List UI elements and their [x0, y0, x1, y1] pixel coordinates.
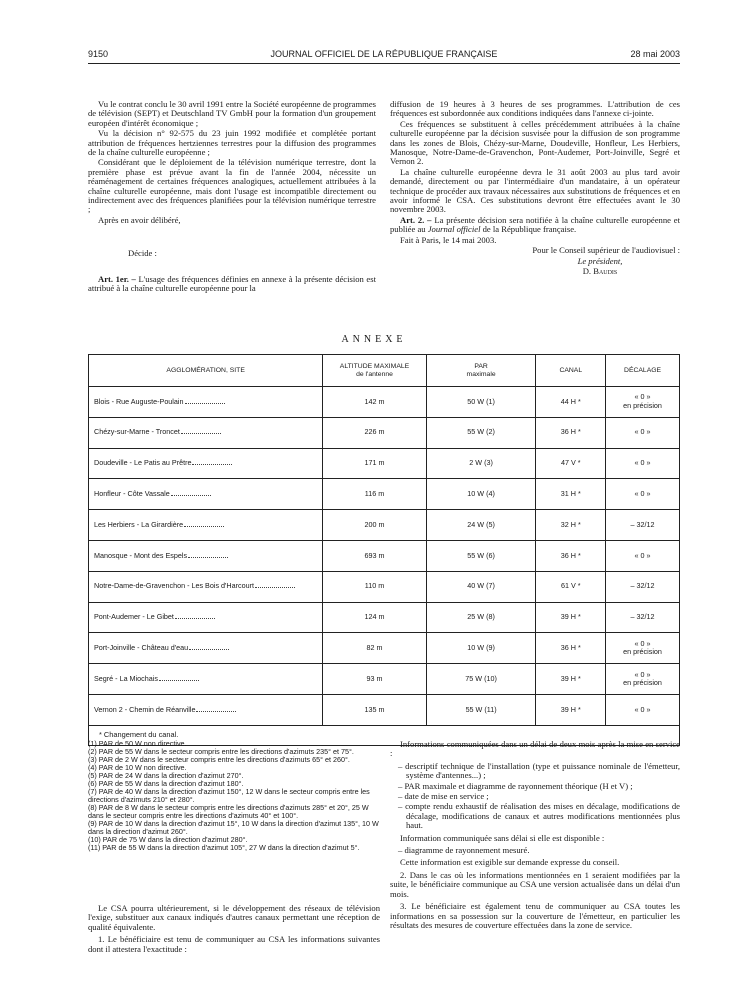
cell-site [89, 448, 323, 479]
cell-canal: 31 H * [536, 479, 606, 510]
table-row [89, 387, 680, 418]
footnote: (4) PAR de 10 W non directive. [88, 763, 187, 772]
table-row [89, 540, 680, 571]
cell-decalage [606, 540, 680, 571]
decide-heading: Décide : [128, 248, 157, 259]
cell-par: 55 W (11) [426, 694, 536, 725]
decalage-value: « 0 » [634, 458, 651, 468]
decalage-note: en précision [623, 647, 662, 657]
decalage-value: – 32/12 [630, 581, 655, 591]
paragraph: Information communiquée sans délai si elle est disponible : [400, 832, 605, 843]
paragraph: 1. Le bénéficiaire est tenu de communiquer au CSA les informations suivantes dont il attestera l'exactitude : [88, 934, 380, 954]
cell-canal: 47 V * [536, 448, 606, 479]
cell-par: 50 W (1) [426, 387, 536, 418]
cell-decalage [606, 448, 680, 479]
decalage-value: « 0 » [634, 669, 651, 679]
paragraph: diffusion de 19 heures à 3 heures de ses programmes. L'attribution de ces fréquences est subordonnée aux conditions indiquées dans l'annexe ci-jointe. [390, 99, 680, 119]
table-footnote: * Changement du canal. [89, 725, 680, 745]
cell-altitude: 142 m [323, 387, 426, 418]
leader-dots [159, 680, 199, 681]
list-item: – diagramme de rayonnement mesuré. [398, 845, 530, 856]
cell-par: 75 W (10) [426, 664, 536, 695]
cell-decalage [606, 387, 680, 418]
leader-dots [196, 711, 236, 712]
annex-title: ANNEXE [341, 334, 407, 345]
decalage-value: « 0 » [634, 550, 651, 560]
cell-par: 2 W (3) [426, 448, 536, 479]
cell-altitude: 116 m [323, 479, 426, 510]
decalage-note: en précision [623, 400, 662, 410]
article-text: La présente décision sera notifiée à la chaîne culturelle européenne et publiée au [390, 214, 680, 235]
paragraph: Vu le contrat conclu le 30 avril 1991 entre la Société européenne de programmes de télévision (SEPT) et Deutschland TV GmbH pour la formation d'un groupement européen d'intérêt économique ; [88, 99, 376, 128]
cell-site [89, 664, 323, 695]
list-item: – PAR maximale et diagramme de rayonnement théorique (H et V) ; [398, 780, 633, 791]
header-altitude-sub: de l'antenne [356, 370, 393, 378]
info-list [390, 762, 680, 831]
leader-dots [184, 526, 224, 527]
cell-site [89, 633, 323, 664]
cell-site [89, 540, 323, 571]
cell-par: 24 W (5) [426, 510, 536, 541]
cell-par: 25 W (8) [426, 602, 536, 633]
site-name: Notre-Dame-de-Gravenchon - Les Bois d'Harcourt [94, 581, 254, 591]
paragraph: Ces fréquences se substituent à celles précédemment attribuées à la chaîne culturelle européenne par la décision susvisée pour la diffusion de son programme dans les zones de Blois, Chézy-sur-Marne, Doudeville, Honfleur, Les Herbiers, Manosque, Notre-Dame-de-Gravenchon, Pont-Audemer, Port-Joinville, Segré et Vernon 2. [390, 118, 680, 167]
site-name: Doudeville - Le Patis au Prêtre [94, 458, 192, 468]
annex-table [88, 354, 680, 746]
footnote: (7) PAR de 40 W dans la direction d'azimut 150°, 12 W dans le secteur compris entre les directions d'azimuts 210° et 280°. [88, 787, 370, 804]
table-row [89, 571, 680, 602]
leader-dots [175, 618, 215, 619]
site-name: Les Herbiers - La Girardière [94, 519, 184, 529]
footnote: (9) PAR de 10 W dans la direction d'azimut 15°, 10 W dans la direction d'azimut 135°, 10 W dans la direction d'azimut 260°. [88, 819, 379, 836]
cell-altitude: 171 m [323, 448, 426, 479]
cell-decalage [606, 571, 680, 602]
cell-canal: 61 V * [536, 571, 606, 602]
site-name: Pont-Audemer - Le Gibet [94, 612, 174, 622]
cell-site [89, 602, 323, 633]
table-row [89, 448, 680, 479]
article-2 [390, 216, 680, 235]
leader-dots [189, 649, 229, 650]
list-item: – descriptif technique de l'installation (type et puissance nominale de l'émetteur, système d'antennes...) ; [398, 760, 680, 781]
decalage-value: – 32/12 [630, 519, 655, 529]
signature-role-text: Le président, [577, 255, 623, 266]
header-canal: CANAL [536, 355, 606, 387]
footnotes [88, 740, 380, 852]
decalage-value: « 0 » [634, 638, 651, 648]
signature-for: Pour le Conseil supérieur de l'audiovisuel : [532, 245, 680, 256]
cell-canal: 36 H * [536, 540, 606, 571]
cell-site [89, 479, 323, 510]
table-row [89, 510, 680, 541]
header-site: AGGLOMÉRATION, SITE [89, 355, 323, 387]
leader-dots [171, 495, 211, 496]
cell-altitude: 693 m [323, 540, 426, 571]
decalage-note: en précision [623, 678, 662, 688]
decalage-value: « 0 » [634, 427, 651, 437]
footnote: (10) PAR de 75 W dans la direction d'azimut 280°. [88, 835, 248, 844]
decalage-value: « 0 » [634, 489, 651, 499]
table-row [89, 602, 680, 633]
cell-par: 40 W (7) [426, 571, 536, 602]
page-number: 9150 [88, 49, 109, 59]
site-name: Honfleur - Côte Vassale [94, 489, 170, 499]
article-label: Art. 2. – [400, 214, 432, 225]
signature-role [390, 257, 680, 266]
list-item: – date de mise en service ; [398, 791, 489, 802]
cell-decalage [606, 479, 680, 510]
table-row [89, 694, 680, 725]
table-row [89, 633, 680, 664]
decalage-value: – 32/12 [630, 612, 655, 622]
footnote: (8) PAR de 8 W dans le secteur compris entre les directions d'azimuts 285° et 20°, 25 W dans le secteur compris entre les directions d'azimuts 40° et 100°. [88, 803, 369, 820]
journal-title: JOURNAL OFFICIEL DE LA RÉPUBLIQUE FRANÇAISE [270, 49, 498, 59]
footnote: (3) PAR de 2 W dans le secteur compris entre les directions d'azimuts 65° et 260°. [88, 755, 350, 764]
cell-altitude: 200 m [323, 510, 426, 541]
cell-par: 10 W (4) [426, 479, 536, 510]
cell-canal: 44 H * [536, 387, 606, 418]
footnote: (1) PAR de 50 W non directive. [88, 739, 187, 748]
cell-altitude: 226 m [323, 417, 426, 448]
signature-name: D. Baudis [582, 265, 618, 276]
cell-decalage [606, 417, 680, 448]
info-list [390, 846, 680, 855]
footnote: (2) PAR de 55 W dans le secteur compris entre les directions d'azimuts 235° et 75°. [88, 747, 354, 756]
header-par-sub: maximale [466, 370, 496, 378]
leader-dots [192, 464, 232, 465]
article-text: de la République française. [482, 224, 577, 235]
header-par [426, 355, 536, 387]
decalage-value: « 0 » [634, 392, 651, 402]
decalage-value: « 0 » [634, 704, 651, 714]
cell-altitude: 110 m [323, 571, 426, 602]
site-name: Segré - La Miochais [94, 673, 158, 683]
issue-date: 28 mai 2003 [630, 49, 680, 59]
paragraph: Après en avoir délibéré, [98, 214, 181, 225]
cell-altitude: 124 m [323, 602, 426, 633]
footnote: (11) PAR de 55 W dans la direction d'azimut 105°, 27 W dans la direction d'azimut 5°. [88, 843, 360, 852]
cell-altitude: 82 m [323, 633, 426, 664]
lower-right-text [390, 740, 680, 933]
paragraph: Informations communiquées dans un délai de deux mois après la mise en service : [390, 739, 680, 759]
journal-name: Journal officiel [427, 224, 481, 235]
cell-altitude: 135 m [323, 694, 426, 725]
cell-decalage [606, 633, 680, 664]
table-row [89, 417, 680, 448]
site-name: Vernon 2 - Chemin de Réanville [94, 704, 196, 714]
header-altitude-label: ALTITUDE MAXIMALE [339, 363, 410, 370]
header-altitude [323, 355, 426, 387]
cell-par: 55 W (6) [426, 540, 536, 571]
site-name: Port-Joinville - Château d'eau [94, 643, 189, 653]
site-name: Manosque - Mont des Espels [94, 550, 188, 560]
article-text: L'usage des fréquences définies en annexe à la présente décision est attribué à la chaîne culturelle européenne pour la [88, 273, 376, 294]
page-header [88, 49, 680, 63]
paragraph: Vu la décision n° 92-575 du 23 juin 1992 modifiée et complétée portant attribution de fréquences hertziennes terrestres pour la diffusion des programmes de la chaîne culturelle européenne ; [88, 128, 376, 158]
footnote: (6) PAR de 55 W dans la direction d'azimut 180°. [88, 779, 244, 788]
leader-dots [255, 587, 295, 588]
site-name: Chézy-sur-Marne - Troncet [94, 427, 180, 437]
cell-canal: 39 H * [536, 664, 606, 695]
paragraph: Considérant que le déploiement de la télévision numérique terrestre, dont la première phase est prévue avant la fin de l'année 2004, nécessite un réaménagement de certaines fréquences analogiques, actuellement attribuées à la chaîne culturelle européenne, mais dont l'usage est incompatible directement ou indirectement avec des fréquences planifiées pour la télévision numérique terrestre ; [88, 157, 376, 215]
paragraph: 3. Le bénéficiaire est également tenu de communiquer au CSA toutes les informations en sa possession sur la couverture de l'émetteur, en particulier les résultats des mesures de couverture effectuées dans la zone de service. [390, 901, 680, 930]
cell-altitude: 93 m [323, 664, 426, 695]
footnote: (5) PAR de 24 W dans la direction d'azimut 270°. [88, 771, 244, 780]
table-row [89, 664, 680, 695]
list-item: – compte rendu exhaustif de réalisation des mises en décalage, modifications de décalage, modifications de canaux et autres modifications mentionnées plus haut. [398, 801, 680, 831]
header-rule [88, 63, 680, 64]
lower-left-text [88, 904, 380, 957]
done-at: Fait à Paris, le 14 mai 2003. [400, 234, 497, 245]
leader-dots [181, 433, 221, 434]
leader-dots [188, 557, 228, 558]
cell-decalage [606, 510, 680, 541]
cell-canal: 36 H * [536, 633, 606, 664]
leader-dots [185, 403, 225, 404]
annex-body [89, 387, 680, 746]
cell-site [89, 387, 323, 418]
cell-decalage [606, 664, 680, 695]
table-header-row [89, 355, 680, 387]
table-row [89, 479, 680, 510]
cell-canal: 39 H * [536, 694, 606, 725]
cell-site [89, 694, 323, 725]
cell-par: 55 W (2) [426, 417, 536, 448]
cell-canal: 32 H * [536, 510, 606, 541]
header-par-label: PAR [474, 363, 488, 370]
paragraph: La chaîne culturelle européenne devra le 31 août 2003 au plus tard avoir demandé, directement ou par l'intermédiaire d'un mandataire, à un opérateur technique de procéder aux travaux nécessaires aux substitutions de fréquences et en avoir informé le CSA. Ces substitutions devront être effectuées avant le 30 novembre 2003. [390, 166, 680, 215]
cell-canal: 39 H * [536, 602, 606, 633]
paragraph: Le CSA pourra ultérieurement, si le développement des réseaux de télévision l'exige, substituer aux canaux indiqués d'autres canaux permettant une réception de qualité équivalente. [88, 903, 380, 932]
cell-par: 10 W (9) [426, 633, 536, 664]
cell-site [89, 510, 323, 541]
paragraph: 2. Dans le cas où les informations mentionnées en 1 seraient modifiées par la suite, le bénéficiaire communique au CSA une version actualisée dans un délai d'un mois. [390, 869, 680, 899]
cell-canal: 36 H * [536, 417, 606, 448]
cell-decalage [606, 694, 680, 725]
left-column [88, 100, 376, 295]
site-name: Blois - Rue Auguste-Poulain [94, 396, 184, 406]
paragraph: Cette information est exigible sur demande expresse du conseil. [400, 857, 620, 868]
cell-site [89, 571, 323, 602]
cell-decalage [606, 602, 680, 633]
right-column [390, 100, 680, 277]
article-1 [88, 275, 376, 294]
cell-site [89, 417, 323, 448]
header-decalage: DÉCALAGE [606, 355, 680, 387]
article-label: Art. 1er. – [98, 273, 136, 284]
